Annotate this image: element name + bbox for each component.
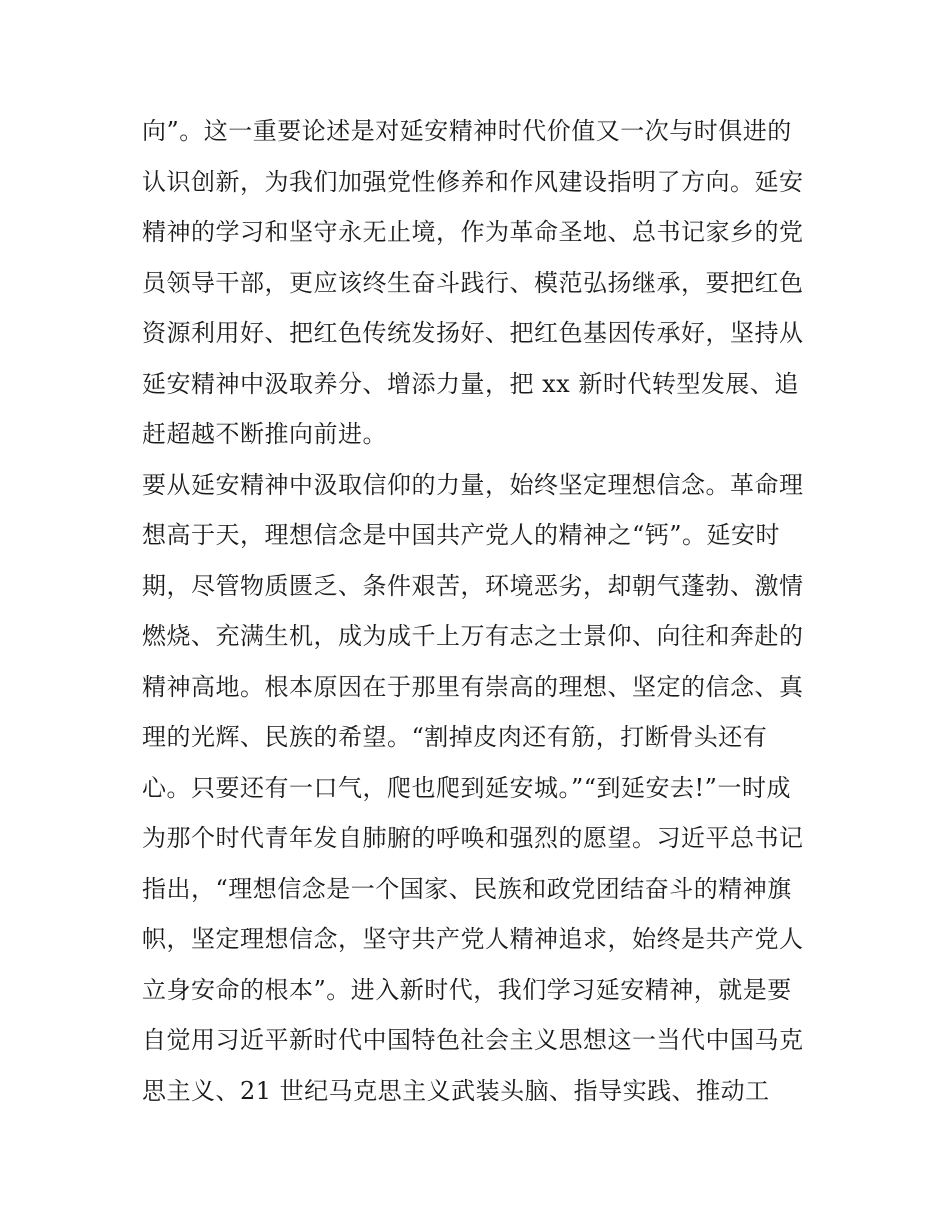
text-line: 想高于天，理想信念是中国共产党人的精神之“钙”。延安时 <box>142 521 781 549</box>
text-line: 燃烧、充满生机，成为成千上万有志之士景仰、向往和奔赴的 <box>142 622 804 650</box>
text-line: 理的光辉、民族的希望。“割掉皮肉还有筋，打断骨头还有 <box>142 723 768 751</box>
text-line: 指出，“理想信念是一个国家、民族和政党团结奋斗的精神旗 <box>142 874 792 903</box>
text-line: 为那个时代青年发自肺腑的呼唤和强烈的愿望。习近平总书记 <box>142 824 804 852</box>
text-line: 立身安命的根本”。进入新时代，我们学习延安精神，就是要 <box>142 975 792 1004</box>
text-line: 自觉用习近平新时代中国特色社会主义思想这一当代中国马克 <box>142 1026 804 1054</box>
text-line: 向”。这一重要论述是对延安精神时代价值又一次与时俱进的 <box>142 117 792 145</box>
text-line: 精神的学习和坚守永无止境，作为革命圣地、总书记家乡的党 <box>142 218 804 246</box>
text-line: 思主义、21 世纪马克思主义武装头脑、指导实践、推动工 <box>142 1076 770 1105</box>
text-line: 帜，坚定理想信念，坚守共产党人精神追求，始终是共产党人 <box>142 925 804 953</box>
text-line: 精神高地。根本原因在于那里有崇高的理想、坚定的信念、真 <box>142 672 804 701</box>
text-line: 心。只要还有一口气，爬也爬到延安城。”“到延安去!”一时成 <box>142 773 791 802</box>
text-line: 认识创新，为我们加强党性修养和作风建设指明了方向。延安 <box>142 167 804 196</box>
text-line: 延安精神中汲取养分、增添力量，把 xx 新时代转型发展、追 <box>142 369 799 398</box>
text-line: 员领导干部，更应该终生奋斗践行、模范弘扬继承，要把红色 <box>142 268 804 297</box>
text-line: 资源利用好、把红色传统发扬好、把红色基因传承好，坚持从 <box>142 319 804 347</box>
text-line: 要从延安精神中汲取信仰的力量，始终坚定理想信念。革命理 <box>142 470 804 499</box>
body-text <box>142 106 822 1116</box>
text-line: 赶超越不断推向前进。 <box>142 420 387 448</box>
text-line: 期，尽管物质匮乏、条件艰苦，环境恶劣，却朝气蓬勃、激情 <box>142 571 804 600</box>
